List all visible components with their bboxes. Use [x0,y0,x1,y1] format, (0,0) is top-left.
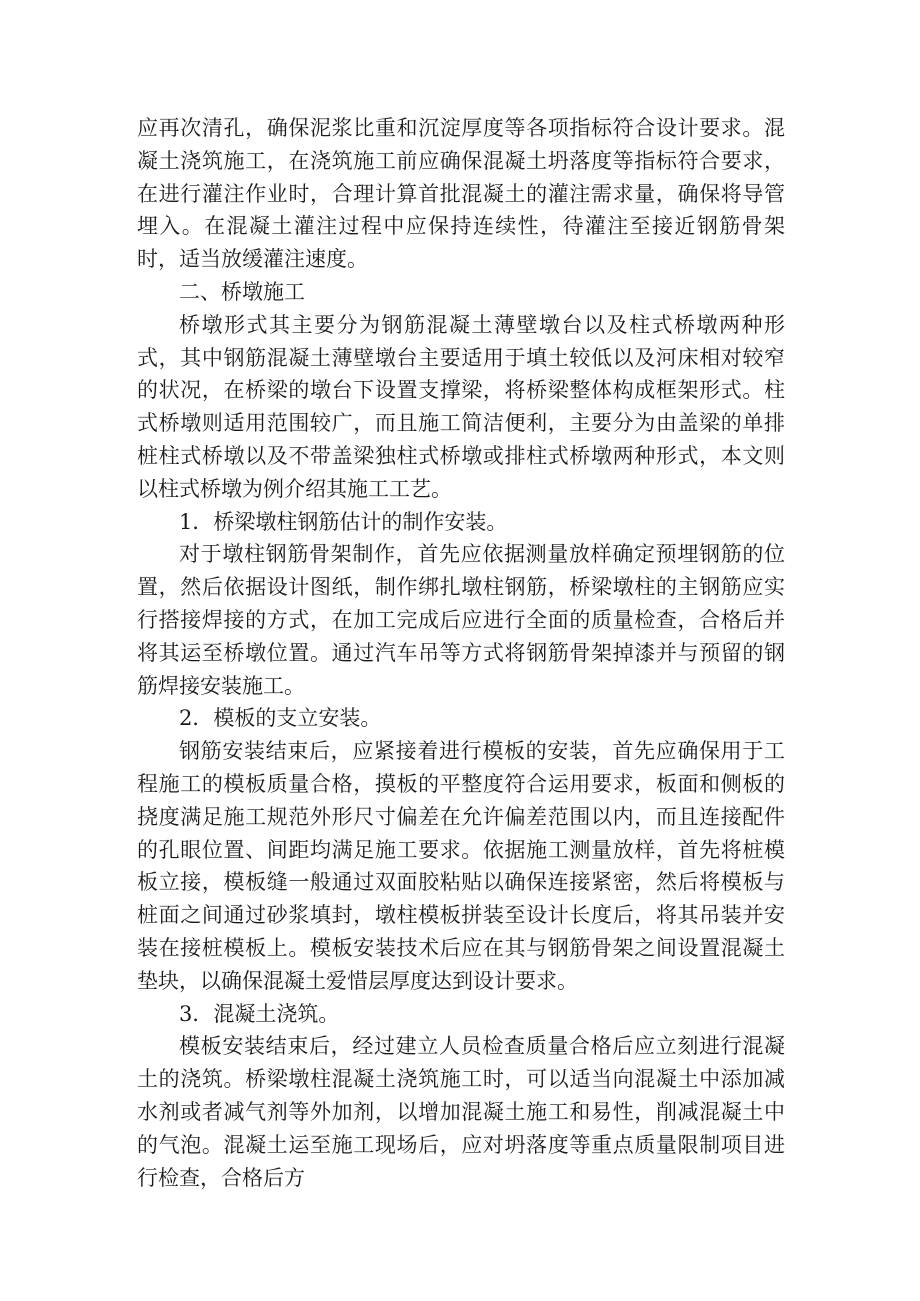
paragraph-concrete-pouring: 模板安装结束后，经过建立人员检查质量合格后应立刻进行混凝土的浇筑。桥梁墩柱混凝土浇筑施工时，可以适当向混凝土中添加减水剂或者减气剂等外加剂，以增加混凝土施工和易性，削减混凝土中的气泡。混凝土运至施工现场后，应对坍落度等重点质量限制项目进行检查，合格后方 [137,1034,785,1190]
paragraph-formwork: 钢筋安装结束后，应紧接着进行模板的安装，首先应确保用于工程施工的模板质量合格，摸板的平整度符合运用要求，板面和侧板的挠度满足施工规范外形尺寸偏差在允许偏差范围以内，而且连接配件的孔眼位置、间距均满足施工要求。依据施工测量放样，首先将桩模板立接，模板缝一般通过双面胶粘贴以确保连接紧密，然后将模板与桩面之间通过砂浆填封，墩柱模板拼装至设计长度后，将其吊装并安装在接桩模板上。模板安装技术后应在其与钢筋骨架之间设置混凝土垫块，以确保混凝土爱惜层厚度达到设计要求。 [137,739,785,993]
paragraph-continued: 应再次清孔，确保泥浆比重和沉淀厚度等各项指标符合设计要求。混凝土浇筑施工，在浇筑施工前应确保混凝土坍落度等指标符合要求，在进行灌注作业时，合理计算首批混凝土的灌注需求量，确保将导管埋入。在混凝土灌注过程中应保持连续性，待灌注至接近钢筋骨架时，适当放缓灌注速度。 [137,116,785,272]
subheading-rebar-installation: 1．桥梁墩柱钢筋估计的制作安装。 [179,509,508,534]
document-page [137,112,785,1194]
paragraph-pier-forms: 桥墩形式其主要分为钢筋混凝土薄壁墩台以及柱式桥墩两种形式，其中钢筋混凝土薄壁墩台主要适用于填土较低以及河床相对较窄的状况，在桥梁的墩台下设置支撑梁，将桥梁整体构成框架形式。柱式桥墩则适用范围较广，而且施工简洁便利，主要分为由盖梁的单排桩柱式桥墩以及不带盖梁独柱式桥墩或排柱式桥墩两种形式，本文则以柱式桥墩为例介绍其施工工艺。 [137,312,785,501]
subheading-concrete-pouring: 3．混凝土浇筑。 [179,1001,340,1026]
paragraph-rebar-cage: 对于墩柱钢筋骨架制作，首先应依据测量放样确定预埋钢筋的位置，然后依据设计图纸，制作绑扎墩柱钢筋，桥梁墩柱的主钢筋应实行搭接焊接的方式，在加工完成后应进行全面的质量检查，合格后并将其运至桥墩位置。通过汽车吊等方式将钢筋骨架掉漆并与预留的钢筋焊接安装施工。 [137,542,785,698]
subheading-formwork: 2．模板的支立安装。 [179,706,382,731]
section-heading-bridge-pier: 二、桥墩施工 [179,279,305,304]
